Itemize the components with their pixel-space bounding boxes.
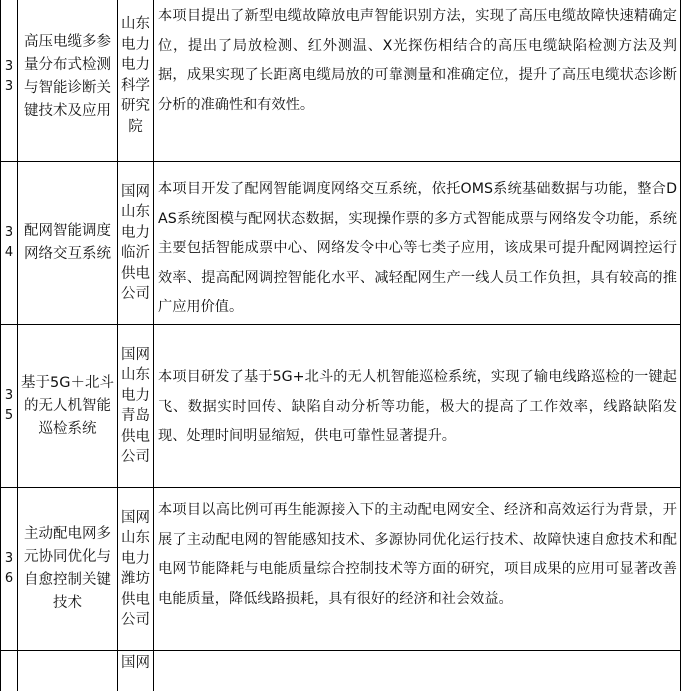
description-cell: [154, 488, 681, 650]
project-name-cell: [18, 651, 118, 691]
unit-cell: [118, 0, 154, 161]
unit-cell: [118, 325, 154, 487]
row-number-cell: [0, 0, 18, 161]
project-description: 本项目以高比例可再生能源接入下的主动配电网安全、经济和高效运行为背景，开展了主动配电网的智能感知技术、多源协同优化运行技术、故障快速自愈技术和配电网节能降耗与电能质量综合控制技术等方面的研究，项目成果的应用可显著改善电能质量，降低线路损耗，具有很好的经济和社会效益。: [158, 502, 677, 607]
unit-cell: [118, 162, 154, 324]
unit-name: 国网山东电力潍坊供电公司: [121, 509, 150, 628]
project-name-cell: [18, 162, 118, 324]
project-name: 配网智能调度网络交互系统: [24, 223, 111, 262]
row-number-cell: [0, 325, 18, 487]
project-name-cell: [18, 0, 118, 161]
project-name-cell: [18, 325, 118, 487]
unit-cell: [118, 488, 154, 650]
project-description: 本项目研发了基于5G+北斗的无人机智能巡检系统，实现了输电线路巡检的一键起飞、数据实时回传、缺陷自动分析等功能，极大的提高了工作效率，线路缺陷发现、处理时间明显缩短，供电可靠性显著提升。: [158, 369, 677, 444]
description-cell: [154, 0, 681, 161]
project-name: 基于5G＋北斗的无人机智能巡检系统: [21, 374, 114, 437]
project-name-cell: [18, 488, 118, 650]
row-number-cell: [0, 488, 18, 650]
unit-cell: [118, 651, 154, 691]
project-description: 本项目开发了配网智能调度网络交互系统，依托OMS系统基础数据与功能，整合DAS系统图模与配网状态数据，实现操作票的多方式智能成票与网络发令功能，系统主要包括智能成票中心、网络发令中心等七类子应用，该成果可提升配网调控运行效率、提高配网调控智能化水平、减轻配网生产一线人员工作负担，具有较高的推广应用价值。: [158, 181, 677, 315]
table-row: [0, 162, 681, 325]
row-number: 33: [4, 58, 14, 94]
table-row: [0, 325, 681, 488]
table-row: [0, 651, 681, 691]
project-name: 高压电缆多参量分布式检测与智能诊断关键技术及应用: [24, 33, 111, 119]
description-cell: [154, 325, 681, 487]
unit-name: 国网: [121, 655, 150, 671]
row-number: 35: [4, 388, 14, 423]
unit-name: 山东电力电力科学研究院: [121, 16, 150, 135]
table-row: [0, 0, 681, 162]
unit-name: 国网山东电力临沂供电公司: [121, 183, 150, 302]
description-cell: [154, 162, 681, 324]
table-row: [0, 488, 681, 651]
row-number: 34: [4, 225, 14, 260]
project-description: 本项目提出了新型电缆故障放电声智能识别方法，实现了高压电缆故障快速精确定位，提出了局放检测、红外测温、X光探伤相结合的高压电缆缺陷检测方法及判据，成果实现了长距离电缆局放的可靠测量和准确定位，提升了高压电缆状态诊断分析的准确性和有效性。: [158, 8, 677, 113]
description-cell: [154, 651, 681, 691]
row-number-cell: [0, 651, 18, 691]
project-name: 主动配电网多元协同优化与自愈控制关键技术: [24, 526, 111, 611]
row-number: 36: [4, 551, 14, 586]
unit-name: 国网山东电力青岛供电公司: [121, 346, 150, 465]
row-number-cell: [0, 162, 18, 324]
